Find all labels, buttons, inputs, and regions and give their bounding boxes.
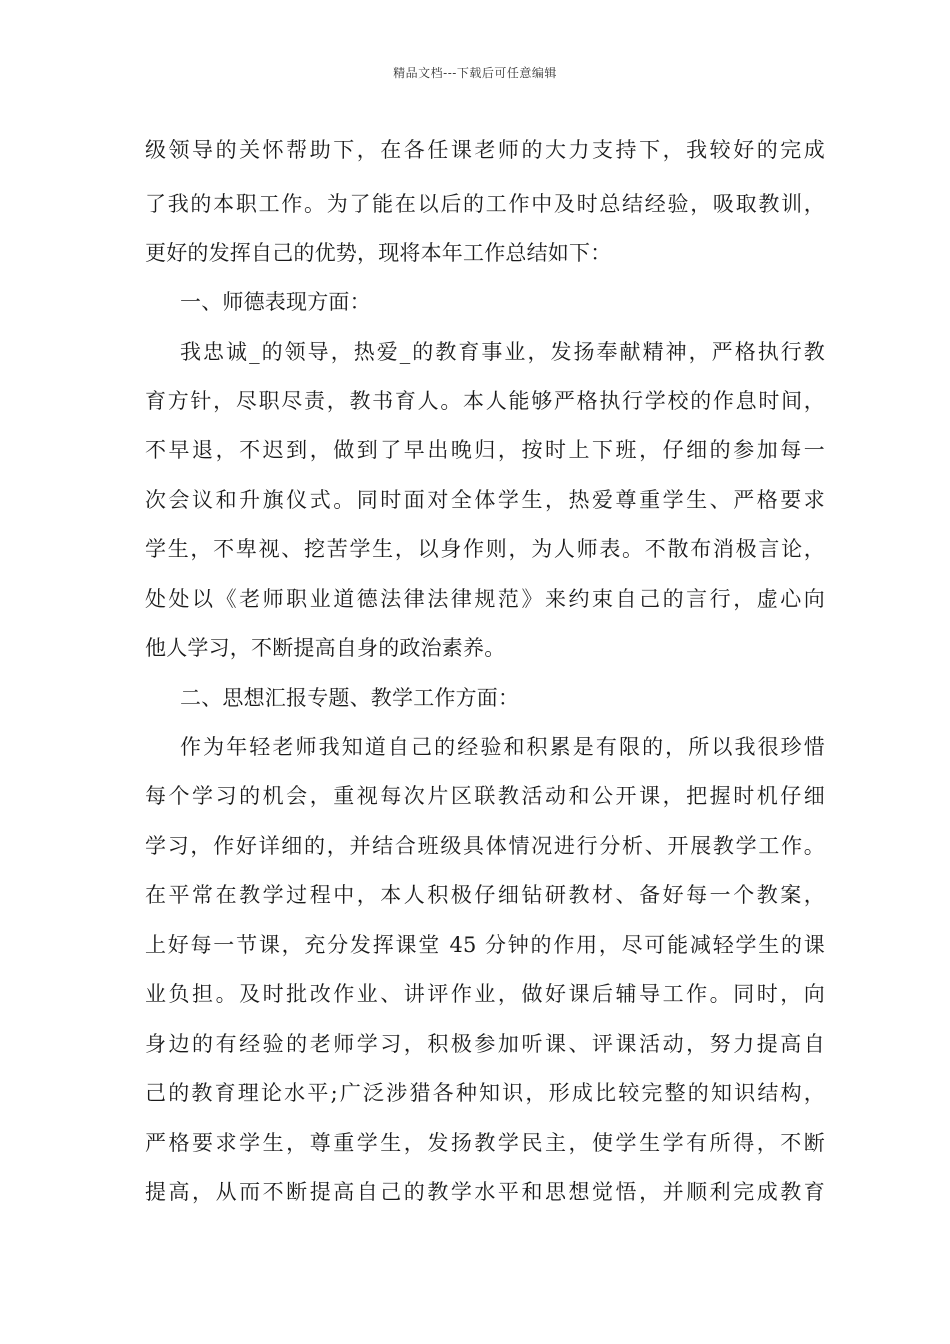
body-line: 学习，作好详细的，并结合班级具体情况进行分析、开展教学工作。 <box>145 834 825 858</box>
body-line: 了我的本职工作。为了能在以后的工作中及时总结经验，吸取教训， <box>145 192 825 216</box>
body-line: 不早退，不迟到，做到了早出晚归，按时上下班，仔细的参加每一 <box>145 438 825 462</box>
body-line: 处处以《老师职业道德法律法律规范》来约束自己的言行，虚心向 <box>145 587 825 611</box>
body-line: 每个学习的机会，重视每次片区联教活动和公开课，把握时机仔细 <box>145 784 825 808</box>
page-header: 精品文档---下载后可任意编辑 <box>393 66 557 80</box>
body-line: 提高，从而不断提高自己的教学水平和思想觉悟，并顺利完成教育 <box>145 1180 825 1204</box>
paragraph-first-line: 我忠诚_的领导，热爱_的教育事业，发扬奉献精神，严格执行教 <box>180 340 825 364</box>
body-line: 严格要求学生，尊重学生，发扬教学民主，使学生学有所得，不断 <box>145 1131 825 1155</box>
body-line: 学生，不卑视、挖苦学生，以身作则，为人师表。不散布消极言论， <box>145 537 825 561</box>
body-line: 育方针，尽职尽责，教书育人。本人能够严格执行学校的作息时间， <box>145 389 825 413</box>
body-line: 在平常在教学过程中，本人积极仔细钻研教材、备好每一个教案， <box>145 883 825 907</box>
body-line: 身边的有经验的老师学习，积极参加听课、评课活动，努力提高自 <box>145 1032 825 1056</box>
section-heading: 一、师德表现方面： <box>180 290 371 314</box>
paragraph-first-line: 作为年轻老师我知道自己的经验和积累是有限的，所以我很珍惜 <box>180 735 825 759</box>
body-line: 他人学习，不断提高自身的政治素养。 <box>145 636 506 660</box>
body-line: 业负担。及时批改作业、讲评作业，做好课后辅导工作。同时，向 <box>145 982 825 1006</box>
body-line: 级领导的关怀帮助下，在各任课老师的大力支持下，我较好的完成 <box>145 138 825 162</box>
body-line: 更好的发挥自己的优势，现将本年工作总结如下： <box>145 241 612 265</box>
body-line: 己的教育理论水平;广泛涉猎各种知识，形成比较完整的知识结构， <box>145 1081 825 1105</box>
body-line: 次会议和升旗仪式。同时面对全体学生，热爱尊重学生、严格要求 <box>145 488 825 512</box>
section-heading: 二、思想汇报专题、教学工作方面： <box>180 686 520 710</box>
body-line: 上好每一节课，充分发挥课堂 45 分钟的作用，尽可能减轻学生的课 <box>145 933 825 957</box>
